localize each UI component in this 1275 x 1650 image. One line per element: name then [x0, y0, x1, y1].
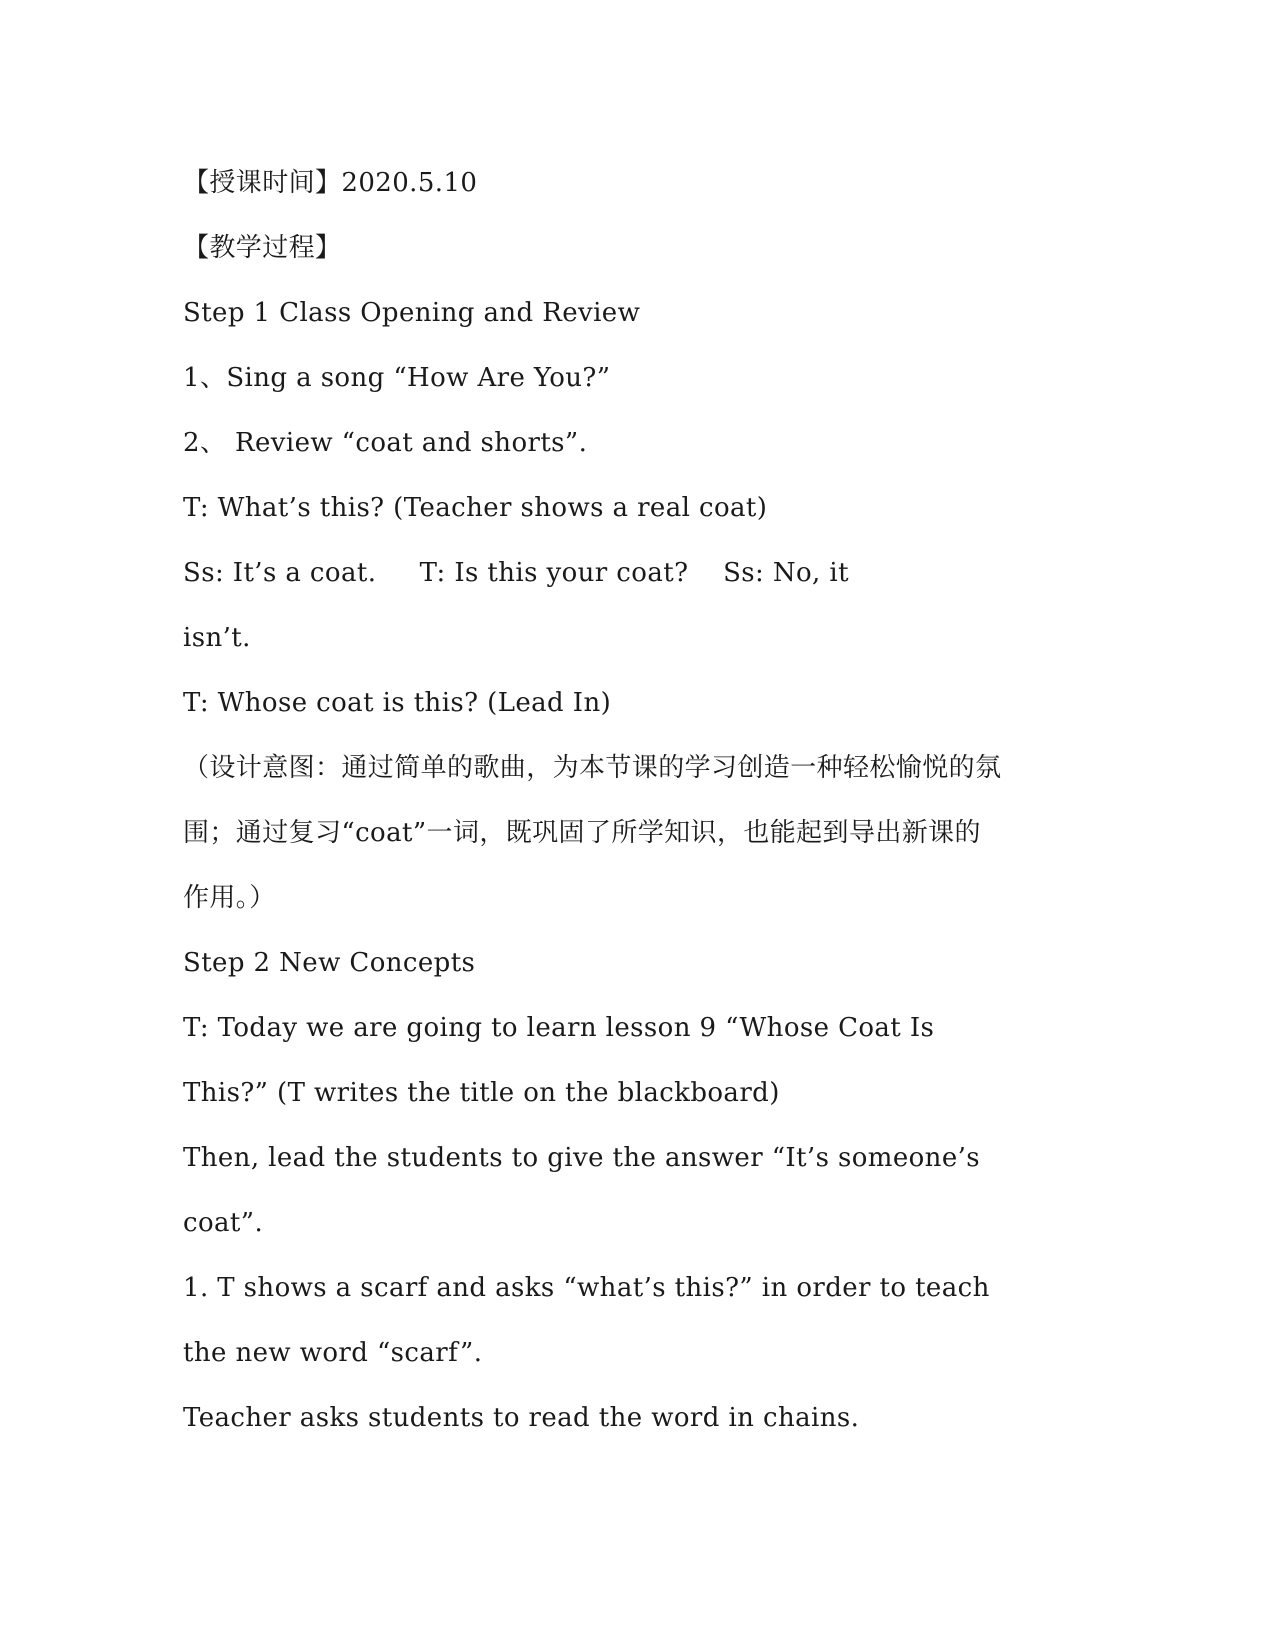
- design-intent-line: 围；通过复习“coat”一词，既巩固了所学知识，也能起到导出新课的: [183, 818, 981, 848]
- text-line: Ss: It’s a coat. T: Is this your coat? Ss: No, it: [183, 558, 849, 588]
- text-line: isn’t.: [183, 623, 251, 653]
- text-line: the new word “scarf”.: [183, 1338, 483, 1368]
- class-time-line: 【授课时间】2020.5.10: [183, 168, 478, 198]
- text-line: 2、 Review “coat and shorts”.: [183, 428, 588, 458]
- text-line: T: Today we are going to learn lesson 9 “Whose Coat Is: [183, 1013, 935, 1043]
- text-line: 1. T shows a scarf and asks “what’s this?” in order to teach: [183, 1273, 990, 1303]
- text-line: T: Whose coat is this? (Lead In): [183, 688, 612, 718]
- design-intent-line: （设计意图：通过简单的歌曲，为本节课的学习创造一种轻松愉悦的氛: [183, 753, 1002, 783]
- step-1-heading: Step 1 Class Opening and Review: [183, 298, 641, 328]
- text-line: coat”.: [183, 1208, 264, 1238]
- design-intent-line: 作用。）: [183, 883, 276, 913]
- text-line: Teacher asks students to read the word in chains.: [183, 1403, 860, 1433]
- text-line: T: What’s this? (Teacher shows a real coat): [183, 493, 768, 523]
- text-line: Then, lead the students to give the answer “It’s someone’s: [183, 1143, 981, 1173]
- document-body: [183, 163, 1103, 1463]
- text-line: This?” (T writes the title on the blackboard): [183, 1078, 780, 1108]
- teaching-process-heading: 【教学过程】: [183, 233, 342, 263]
- step-2-heading: Step 2 New Concepts: [183, 948, 476, 978]
- text-line: 1、Sing a song “How Are You?”: [183, 363, 611, 393]
